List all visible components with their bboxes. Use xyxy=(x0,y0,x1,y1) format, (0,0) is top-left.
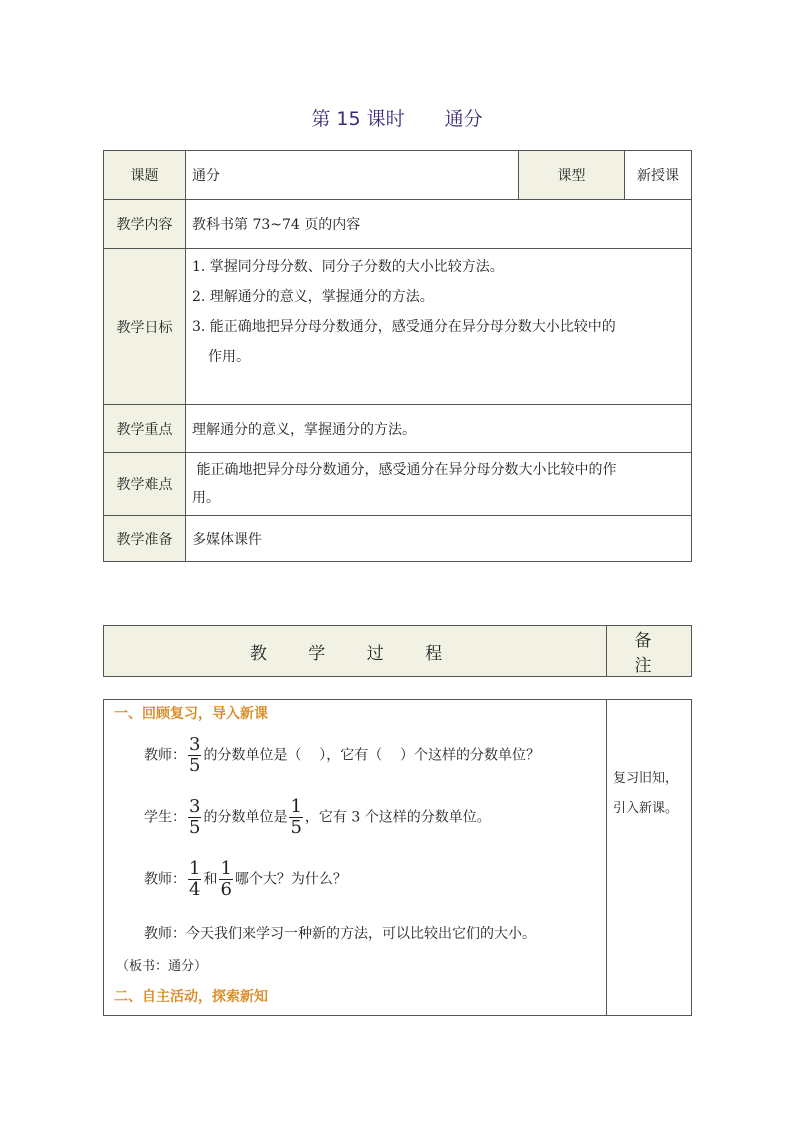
remark-cell xyxy=(607,700,692,1016)
board-note: （板书：通分） xyxy=(116,959,208,974)
remark-line: 引入新课。 xyxy=(613,801,679,816)
type-value: 新授课 xyxy=(625,151,692,200)
section-heading: 二、自主活动，探索新知 xyxy=(114,989,268,1005)
fraction: $\frac{1}{4}$ xyxy=(189,858,201,900)
goal-item: 1. 掌握同分母分数、同分子分数的大小比较方法。 xyxy=(192,259,504,275)
lesson-number: 第 15 课时 xyxy=(311,108,405,130)
prep-label: 教学准备 xyxy=(104,516,186,562)
fraction: $\frac{1}{5}$ xyxy=(290,796,302,838)
dialogue-line: 教师：今天我们来学习一种新的方法，可以比较出它们的大小。 xyxy=(144,926,536,942)
topic-label: 课题 xyxy=(104,151,186,200)
difficulty-label: 教学难点 xyxy=(104,453,186,516)
section-heading: 一、回顾复习，导入新课 xyxy=(114,706,268,722)
content-value: 教科书第 73~74 页的内容 xyxy=(186,200,692,249)
key-value: 理解通分的意义，掌握通分的方法。 xyxy=(186,405,692,453)
prep-value: 多媒体课件 xyxy=(186,516,692,562)
remark-header: 备 注 xyxy=(607,626,692,677)
goal-item: 2. 理解通分的意义，掌握通分的方法。 xyxy=(192,289,434,305)
dialogue-text: 的分数单位是（ ），它有（ ）个这样的分数单位？ xyxy=(203,747,541,764)
process-header-table xyxy=(103,625,692,677)
goal-item: 3. 能正确地把异分母分数通分，感受通分在异分母分数大小比较中的 xyxy=(192,319,616,335)
topic-value: 通分 xyxy=(186,151,519,200)
goals-label: 教学日标 xyxy=(104,249,186,405)
goals-cell xyxy=(186,249,692,405)
content-label: 教学内容 xyxy=(104,200,186,249)
dialogue-line xyxy=(144,798,491,837)
fraction: $\frac{1}{6}$ xyxy=(220,858,232,900)
lesson-topic: 通分 xyxy=(444,108,483,130)
difficulty-line: 能正确地把异分母分数通分，感受通分在异分母分数大小比较中的作 xyxy=(192,462,617,478)
dialogue-line xyxy=(144,860,347,899)
process-content xyxy=(104,700,607,1016)
difficulty-value xyxy=(186,453,692,516)
fraction: $\frac{3}{5}$ xyxy=(189,796,201,838)
difficulty-line: 用。 xyxy=(192,490,220,506)
fraction: $\frac{3}{5}$ xyxy=(189,734,201,776)
goal-item: 作用。 xyxy=(208,349,250,365)
process-header: 教 学 过 程 xyxy=(104,626,607,677)
remark-line: 复习旧知， xyxy=(613,771,679,786)
page-title xyxy=(0,104,794,131)
speaker: 教师： xyxy=(144,871,186,888)
dialogue-line xyxy=(144,736,540,775)
speaker: 教师： xyxy=(144,747,186,764)
process-table xyxy=(103,699,692,1016)
speaker: 学生： xyxy=(144,809,186,826)
type-label: 课型 xyxy=(519,151,625,200)
key-label: 教学重点 xyxy=(104,405,186,453)
dialogue-text: 哪个大？为什么？ xyxy=(234,871,347,888)
lesson-info-table xyxy=(103,150,692,562)
dialogue-text: 和 xyxy=(203,871,218,888)
dialogue-text: ，它有 3 个这样的分数单位。 xyxy=(304,809,491,826)
dialogue-text: 的分数单位是 xyxy=(203,809,288,826)
